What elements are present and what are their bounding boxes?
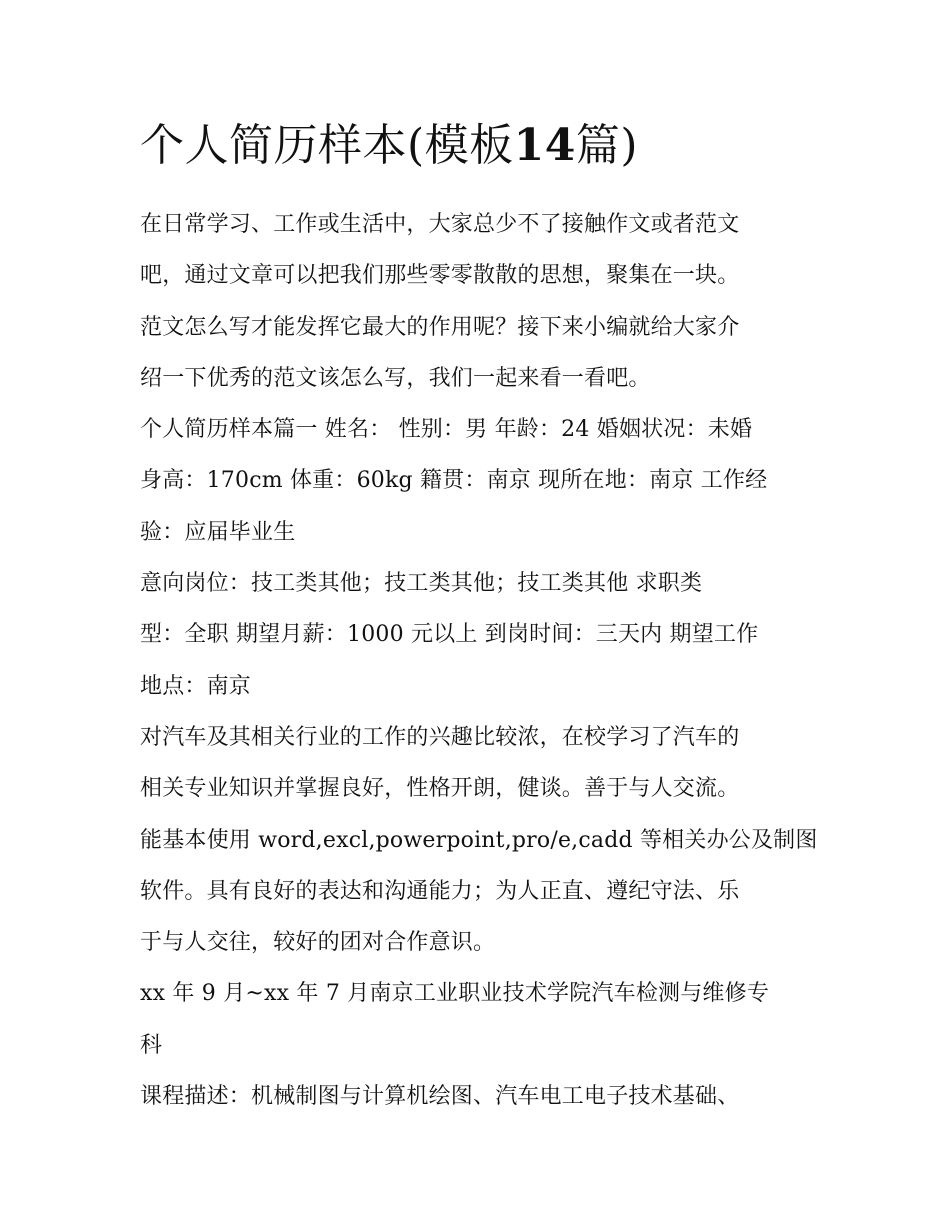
personal-info-line-2: 身高：170cm 体重：60kg 籍贯：南京 现所在地：南京 工作经 <box>140 468 768 494</box>
job-intention-line-3: 地点：南京 <box>140 673 252 699</box>
personal-info-line-1: 个人简历样本篇一 姓名： 性别：男 年龄：24 婚姻状况：未婚 <box>140 417 753 443</box>
job-intention-line-2: 型：全职 期望月薪：1000 元以上 到岗时间：三天内 期望工作 <box>140 622 759 648</box>
document-title-prefix: 个人简历样本(模板 <box>140 120 514 171</box>
self-evaluation-line-2: 相关专业知识并掌握良好，性格开朗，健谈。善于与人交流。 <box>140 776 740 802</box>
education-line-2: 科 <box>140 1032 163 1058</box>
intro-line-2: 吧，通过文章可以把我们那些零零散散的思想，聚集在一块。 <box>140 263 740 289</box>
self-evaluation-line-5: 于与人交往，较好的团对合作意识。 <box>140 930 496 956</box>
job-intention-line-1: 意向岗位：技工类其他；技工类其他；技工类其他 求职类 <box>140 571 703 597</box>
personal-info-line-3: 验：应届毕业生 <box>140 519 296 545</box>
intro-line-4: 绍一下优秀的范文该怎么写，我们一起来看一看吧。 <box>140 365 651 391</box>
intro-line-3: 范文怎么写才能发挥它最大的作用呢？接下来小编就给大家介 <box>140 314 740 340</box>
self-evaluation-line-4: 软件。具有良好的表达和沟通能力；为人正直、遵纪守法、乐 <box>140 878 740 904</box>
course-description-line: 课程描述：机械制图与计算机绘图、汽车电工电子技术基础、 <box>140 1084 740 1110</box>
document-body <box>140 199 816 1122</box>
intro-line-1: 在日常学习、工作或生活中，大家总少不了接触作文或者范文 <box>140 212 740 237</box>
document-title-suffix: 篇) <box>575 120 639 171</box>
document-title <box>140 116 816 176</box>
self-evaluation-line-1: 对汽车及其相关行业的工作的兴趣比较浓，在校学习了汽车的 <box>140 724 740 750</box>
document-title-number: 14 <box>513 120 576 171</box>
education-line-1: xx 年 9 月~xx 年 7 月南京工业职业技术学院汽车检测与维修专 <box>140 981 770 1007</box>
self-evaluation-line-3: 能基本使用 word,excl,powerpoint,pro/e,cadd 等相关办公及制图 <box>140 827 818 853</box>
